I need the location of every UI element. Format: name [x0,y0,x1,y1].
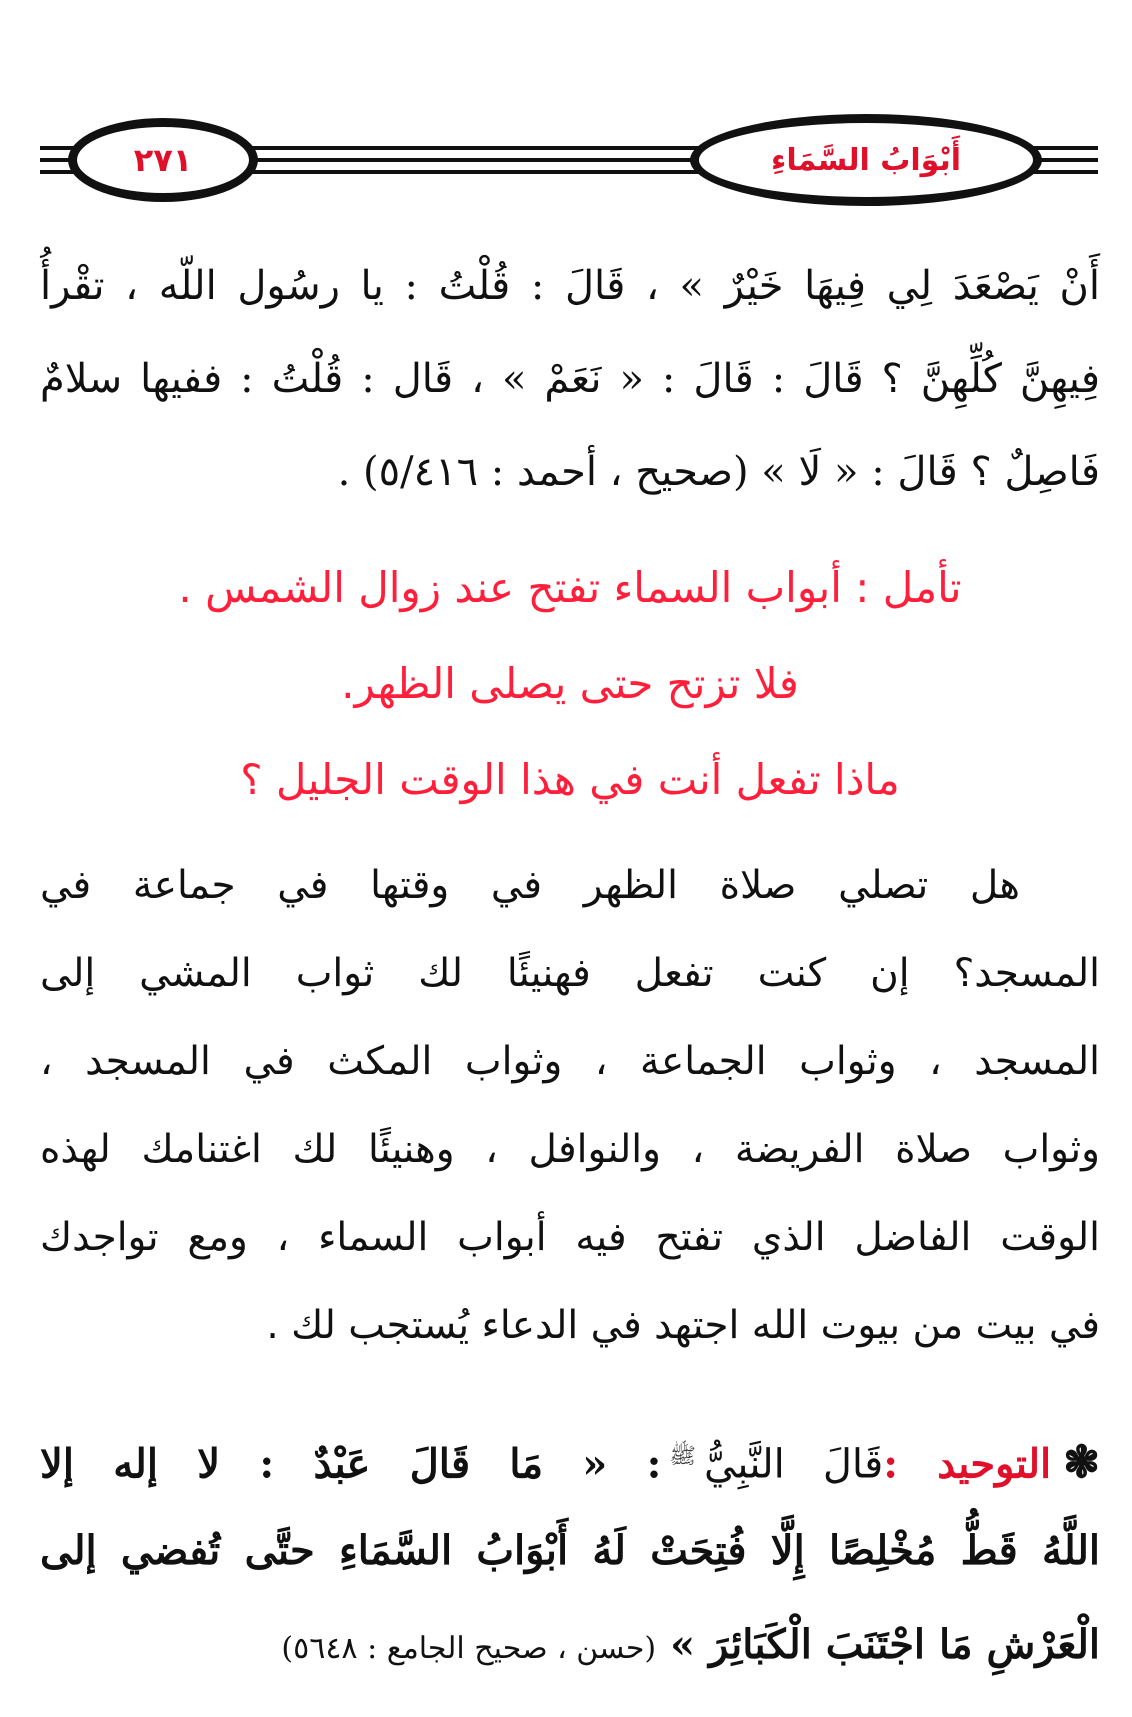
text-line: وثواب صلاة الفريضة ، والنوافل ، وهنيئًا لك اغتنامك لهذه [40,1127,1100,1172]
tawhid-label: التوحيد : [883,1440,1052,1488]
page-number-oval [68,118,258,202]
hadith-text: الْعَرْشِ مَا اجْتَنَبَ الْكَبَائِرَ » [670,1621,1100,1668]
reflection-line: تأمل : أبواب السماء تفتح عند زوال الشمس . [178,563,962,612]
tawhid-line: اللَّهُ قَطُّ مُخْلِصًا إِلَّا فُتِحَتْ لَهُ أَبْوَابُ السَّمَاءِ حتَّى تُفضي إلى [40,1527,1100,1574]
hadith-continuation [40,240,1100,519]
hadith-reference: (حسن ، صحيح الجامع : ٥٦٤٨) [281,1631,657,1666]
text-line: الوقت الفاضل الذي تفتح فيه أبواب السماء ، ومع تواجدك [40,1215,1100,1260]
reflection-line: فلا تزتح حتى يصلى الظهر. [341,659,799,708]
asterisk-icon: ❃ [1063,1437,1100,1489]
tawhid-line [40,1410,1100,1504]
salutation-icon: ﷺ [669,1444,696,1469]
text-line: فَاصِلٌ ؟ قَالَ : « لَا » (صحيح ، أحمد : ٥/٤١٦) . [337,449,1100,495]
text-line: المسجد ، وثواب الجماعة ، وثواب المكث في المسجد ، [40,1039,1100,1084]
text-line: هل تصلي صلاة الظهر في وقتها في جماعة في [40,863,1020,908]
hadith-text: : « مَا قَالَ عَبْدٌ : لا إله إلا [40,1440,662,1488]
page-header [40,118,1098,228]
text-line: فِيهِنَّ كُلِّهِنَّ ؟ قَالَ : قَالَ : « نَعَمْ » ، قَال : قُلْتُ : ففيها سلامٌ [40,356,1100,402]
text-line: أَنْ يَصْعَدَ لِي فِيهَا خَيْرٌ » ، قَالَ : قُلْتُ : يا رسُول اللّه ، تقْرأُ [40,263,1100,309]
text-line: في بيت من بيوت الله اجتهد في الدعاء يُستجب لك . [266,1303,1100,1348]
text-line: المسجد؟ إن كنت تفعل فهنيئًا لك ثواب المشي إلى [40,951,1100,996]
chapter-title-oval [690,114,1042,206]
body-paragraph [40,842,1100,1370]
tawhid-line [40,1598,1100,1692]
prophet-said: قَالَ النَّبِيُّ [703,1441,884,1488]
reflection-heading [40,540,1100,828]
tawhid-section [40,1410,1100,1692]
page-number: ٢٧١ [133,141,193,179]
reflection-line: ماذا تفعل أنت في هذا الوقت الجليل ؟ [240,755,900,804]
chapter-title: أَبْوَابُ السَّمَاءِ [770,142,962,178]
